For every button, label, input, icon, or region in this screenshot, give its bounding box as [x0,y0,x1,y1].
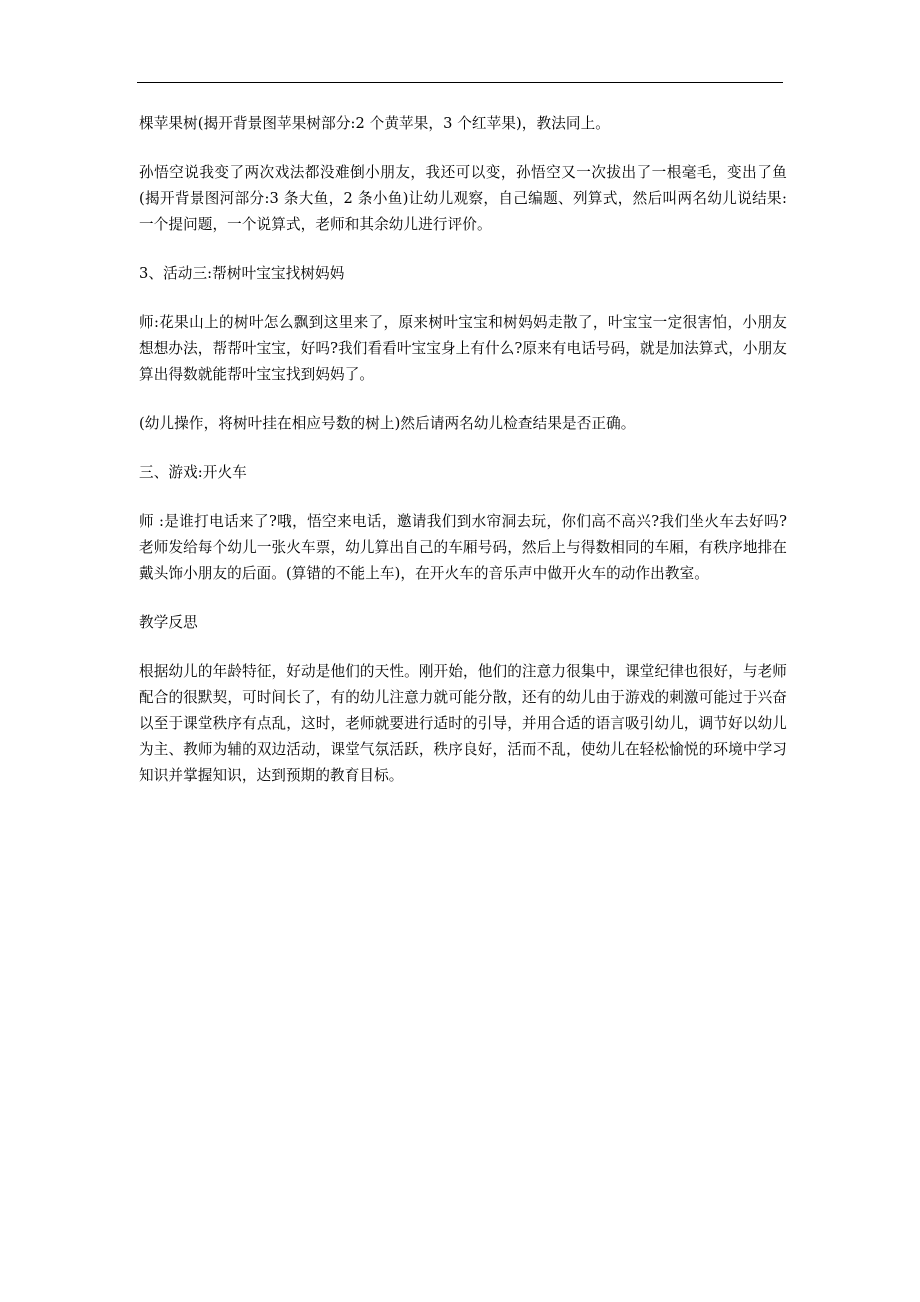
paragraph-teaching-reflection: 根据幼儿的年龄特征，好动是他们的天性。刚开始，他们的注意力很集中，课堂纪律也很好，与老师配合的很默契，可时间长了，有的幼儿注意力就可能分散，还有的幼儿由于游戏的刺激可能过于兴奋以至于课堂秩序有点乱，这时，老师就要进行适时的引导，并用合适的语言吸引幼儿，调节好以幼儿为主、教师为辅的双边活动，课堂气氛活跃，秩序良好，活而不乱，使幼儿在轻松愉悦的环境中学习知识并掌握知识，达到预期的教育目标。 [139,663,787,784]
document-body [139,111,787,812]
header-divider-line [137,82,783,83]
section-heading-train-game: 三、游戏:开火车 [139,464,247,481]
paragraph-train-game: 师 :是谁打电话来了?哦，悟空来电话，邀请我们到水帘洞去玩，你们高不高兴?我们坐火车去好吗?老师发给每个幼儿一张火车票，幼儿算出自己的车厢号码，然后上与得数相同的车厢，有秩序地排在戴头饰小朋友的后面。(算错的不能上车)，在开火车的音乐声中做开火车的动作出教室。 [139,513,787,582]
section-heading-activity-three: 3、活动三:帮树叶宝宝找树妈妈 [139,265,345,282]
paragraph-apple-tree: 棵苹果树(揭开背景图苹果树部分:2 个黄苹果，3 个红苹果)，教法同上。 [139,115,610,132]
paragraph-child-operation: (幼儿操作，将树叶挂在相应号数的树上)然后请两名幼儿检查结果是否正确。 [139,415,636,432]
section-heading-teaching-reflection: 教学反思 [139,614,198,631]
paragraph-leaf-baby: 师:花果山上的树叶怎么飘到这里来了，原来树叶宝宝和树妈妈走散了，叶宝宝一定很害怕，小朋友想想办法，帮帮叶宝宝，好吗?我们看看叶宝宝身上有什么?原来有电话号码，就是加法算式，小朋友算出得数就能帮叶宝宝找到妈妈了。 [139,314,787,383]
paragraph-fish-transformation: 孙悟空说我变了两次戏法都没难倒小朋友，我还可以变，孙悟空又一次拔出了一根毫毛，变出了鱼(揭开背景图河部分:3 条大鱼，2 条小鱼)让幼儿观察，自己编题、列算式，然后叫两名幼儿说结果:一个提问题，一个说算式，老师和其余幼儿进行评价。 [139,164,787,233]
